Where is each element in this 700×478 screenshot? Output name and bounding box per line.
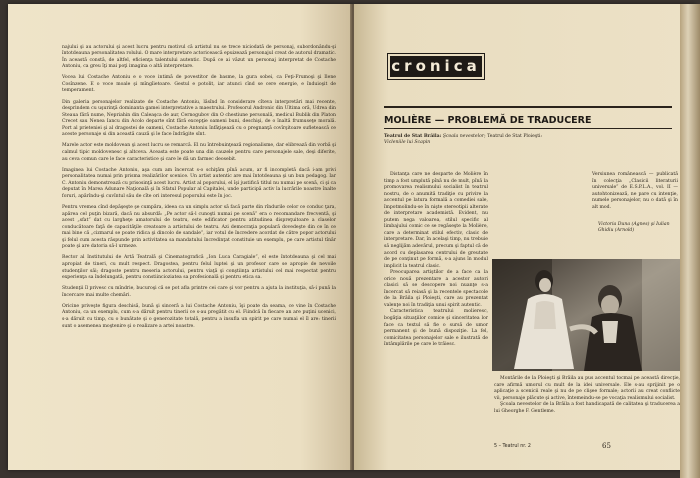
column-a-paragraph: Caracteristica teatrului molieresc, bogăţia situaţiilor comice şi sinceritatea lor face ca textul să fie o sursă de umor permanent şi de bună dispoziţie. La fel, comicitatea personajelor sale e ilustrată de întâmplările pe care le trăiesc. [384, 309, 488, 348]
column-a-paragraph: Distanţa care ne desparte de Molière în timp a fost umplută pînă nu de mult, pînă la promovarea realismului socialist în teatrul nostru, de o anumită tradiţie cu privire la accentul pe latura formală a comediei sale, împotmolindu-se în nişte stereotipii alterate de interpretare academistă. Evident, nu putem nega valoarea, stilul specific al limbajului comic ce se regăseşte la Molière, care a determinat stilul efectiv, clasic de interpretare. Dar, în acelaşi timp, nu trebuie să neglijăm adevărul, precum şi faptul că de acord cu deplasarea centrului de greutate de pe conţinut pe formă, s-a ajuns în modul implicit la teatrul clasic. [384, 172, 488, 269]
credits-play-2: Vicleniile lui Scapin [384, 140, 431, 146]
article-heading: MOLIÈRE — PROBLEMĂ DE TRADUCERE [384, 115, 592, 126]
column-b-lower-text [494, 376, 680, 415]
section-banner: cronica [391, 57, 481, 75]
left-paragraph: Imaginea lui Costache Antoniu, aşa cum am încercat s-o schiţăm pînă acum, ar fi incompletă dacă i-am privi personalitatea numai prin prisma realizărilor scenice. Un artist autentic are mai întotdeauna şi un bun pedagog. Iar C. Antoniu demonstrează cu prisosinţă acest lucru. Artist al poporului, el îşi justifică titlul nu numai pe scenă, ci şi ca deputat în Marea Adunare Naţională şi în Sfatul Popular al Capitalei, unde participă activ la lucrările noastre înalte foruri, apărîndu-şi cuvîntul său de cîte ori interesul poporului este în joc. [62, 167, 336, 199]
left-paragraph: Pentru vremea cînd depăşeşte şe cumpăra, ideea ca un simplu actor să facă parte din rîndurile celor ce conduc ţara, apărea cel puţin bizară, dacă nu absurdă: „Pe actor să-l cunoşti numai pe scenă” era o recomandare frecventă, şi acest „sfat” dat cu largheţe amatorului de teatru, este edificator pentru atitudinea dispreţuitoare a claselor conducătoare faţă de capacităţile creatoare a artistului de teatru. Azi democraţia populară dovedeşte din ce în ce mai bine că „cizmarul se poate ridica şi dincolo de sandale”, iar votul de încredere acordat de către popor actorului şi felul cum acesta răspunde prin activitatea sa mandatului încredinţat constituie un exemplu, pe care artistul tînăr poate şi are datoria să-l urmeze. [62, 205, 336, 250]
right-page [354, 4, 696, 470]
page-number: 65 [602, 442, 611, 450]
open-book [8, 4, 696, 470]
column-c-text [592, 172, 678, 211]
left-page [8, 4, 352, 470]
heading-rule-top [384, 106, 672, 108]
left-paragraph: Marele actor este moldovean şi acest lucru se remarcă. El nu întrebuinţează regionalisme, dar elibrează din vorbă şi calmul tipic moldovenesc şi altceva. Aceasta este poate una din cauzele pentru care personajele sale, deşi diferite, au ceva comun care le face caracteristice şi care le dă un farmec deosebit. [62, 143, 336, 162]
left-page-text [62, 40, 336, 335]
left-paragraph: Oricine priveşte figura deschisă, bună şi sinceră a lui Costache Antoniu, îşi poate da seama, ce vine în Costache Antoniu, ca un exemplu, cum s-a dăruit pentru tinerii ce s-au pregătit cu el. Fiindcă în fiecare an are puţini ucenici, s-a dăruit cu timp, cu o bunătate şi o generozitate totală, pentru a insufla un spirit pe care numai el îl are: tinerii sunt o asemenea moştenire şi o realizare a artei noastre. [62, 303, 336, 329]
column-b-paragraph: Şcoala nevestelor de la Brăila a fost handicapată de calitatea şi traducerea a lui Gheorghe F. Gentleme. [494, 402, 680, 414]
stage-photo-image [492, 259, 680, 371]
article-credits [384, 134, 574, 146]
credits-theatre-2: ; Teatrul de Stat Ploieşti: [484, 134, 543, 139]
column-a-text [384, 172, 488, 349]
left-paragraph: najului şi au actorului şi acest lucru pentru motivul că artistul nu se trece niciodată de personaj, subordonându-şi întotdeauna personalitatea rolului. O mare interpretare actoricească epuizează personajul creat de autorul dramatic. În această constă, de altfel, eficienţa talentului autentic. După ce ai văzut un personaj interpretat de Costache Antoniu, ca greu îţi mai poţi imagina o altă interpretare. [62, 44, 336, 70]
left-paragraph: Rector al Institutului de Artă Teatrală şi Cinematografică „Ion Luca Caragiale”, el este întotdeauna şi cel mai apropiat de tineri, cu mult respect. Dragostea, pentru felul luptei şi un profesor care se apropie de nevoile studenţilor săi; dragoste pentru meseria actorului, pentru viaţă şi conştiinţa artistului cel mai respectat pentru experienţa sa îndelungată, pentru constiincioziatea sa profesională şi pentru etica sa. [62, 255, 336, 281]
credits-theatre-1: Teatrul de Stat Brăila: [384, 134, 442, 139]
column-a-paragraph: Preocuparea artiştilor de a face ca la orice nouă prezentare a acestor autori clasici să se descopere noi nuanţe s-a încercat să reiasă şi la recentele spectacole de la Brăila şi Ploieşti, care au prezentat valenţe noi în tradiţia unui spirit autentic. [384, 270, 488, 308]
photo-caption: Victoria Duna (Agnes) şi Iulian Ghidiu (Arnold) [598, 222, 670, 234]
credits-play-1: Şcoala nevestelor [442, 134, 485, 139]
stage-photo [492, 259, 680, 371]
column-b-paragraph: Montările de la Ploieşti şi Brăila au pus accentul tocmai pe această direcţie, care afirmă umorul cu mult de la idei universale. Ele s-au sprijinit pe o aplicaţie a scenicii reale şi nu de pe clişee formale; actorii au creat conflicte vii, personaje plăcute şi active, întemeindu-se pe vocaţia realismului socialist. [494, 376, 680, 401]
heading-rule-bottom [384, 128, 672, 129]
book-edge [680, 4, 700, 478]
left-paragraph: Vocea lui Costache Antoniu e o voce intimă de povestitor de basme, la gura sobei, ca Feţi-Frumoşi şi Ilene Cosînzene. E o voce moale şi mîngîietoare. Gestul e potolit, iar atunci cînd se cere energie, e înduioşit de temperament. [62, 75, 336, 94]
column-c-paragraph: Versiunea românească — publicată în colecţia „Clasicii literaturii universale” de E.S.P.L.A., vol. II — autohtonizează, ne pare cu intenţie, numele personajelor, nu o dată şi în alt mod. [592, 172, 678, 210]
right-page-folio: 5 – Teatrul nr. 2 [494, 444, 531, 449]
left-paragraph: Din galeria personajelor realizate de Costache Antoniu, lăsînd în considerare cîteva interpretări mai recente, desprindem cu uşurinţă dominanta gamei interpretative a maestrului. Profesorul Andronic din Ultima oră, Udrea din Steaua fără nume, Nepriahin din Caleaşca de aur, Cernogubov din O chestiune personală, medicul Bublik din Platon Crecet sau Nenea Iancu din Acolo departe sînt fără excepţie oameni buni, deschişi, de o înaltă frumuseţe morală. Port al prieteniei şi al dragostei de oameni, Costache Antoniu înfăţişează cu o pregnanţă covîrşitoare sufletească ce aceste personaje si din această cauză şi le face îndrăgite sînt. [62, 99, 336, 138]
left-paragraph: Studenţii îl privesc cu mîndrie, bucuroşi că se pot afla printre cei care şi vor pentru a ajuta la instituţia, să-i pună la încercare mai multe chemări. [62, 286, 336, 298]
